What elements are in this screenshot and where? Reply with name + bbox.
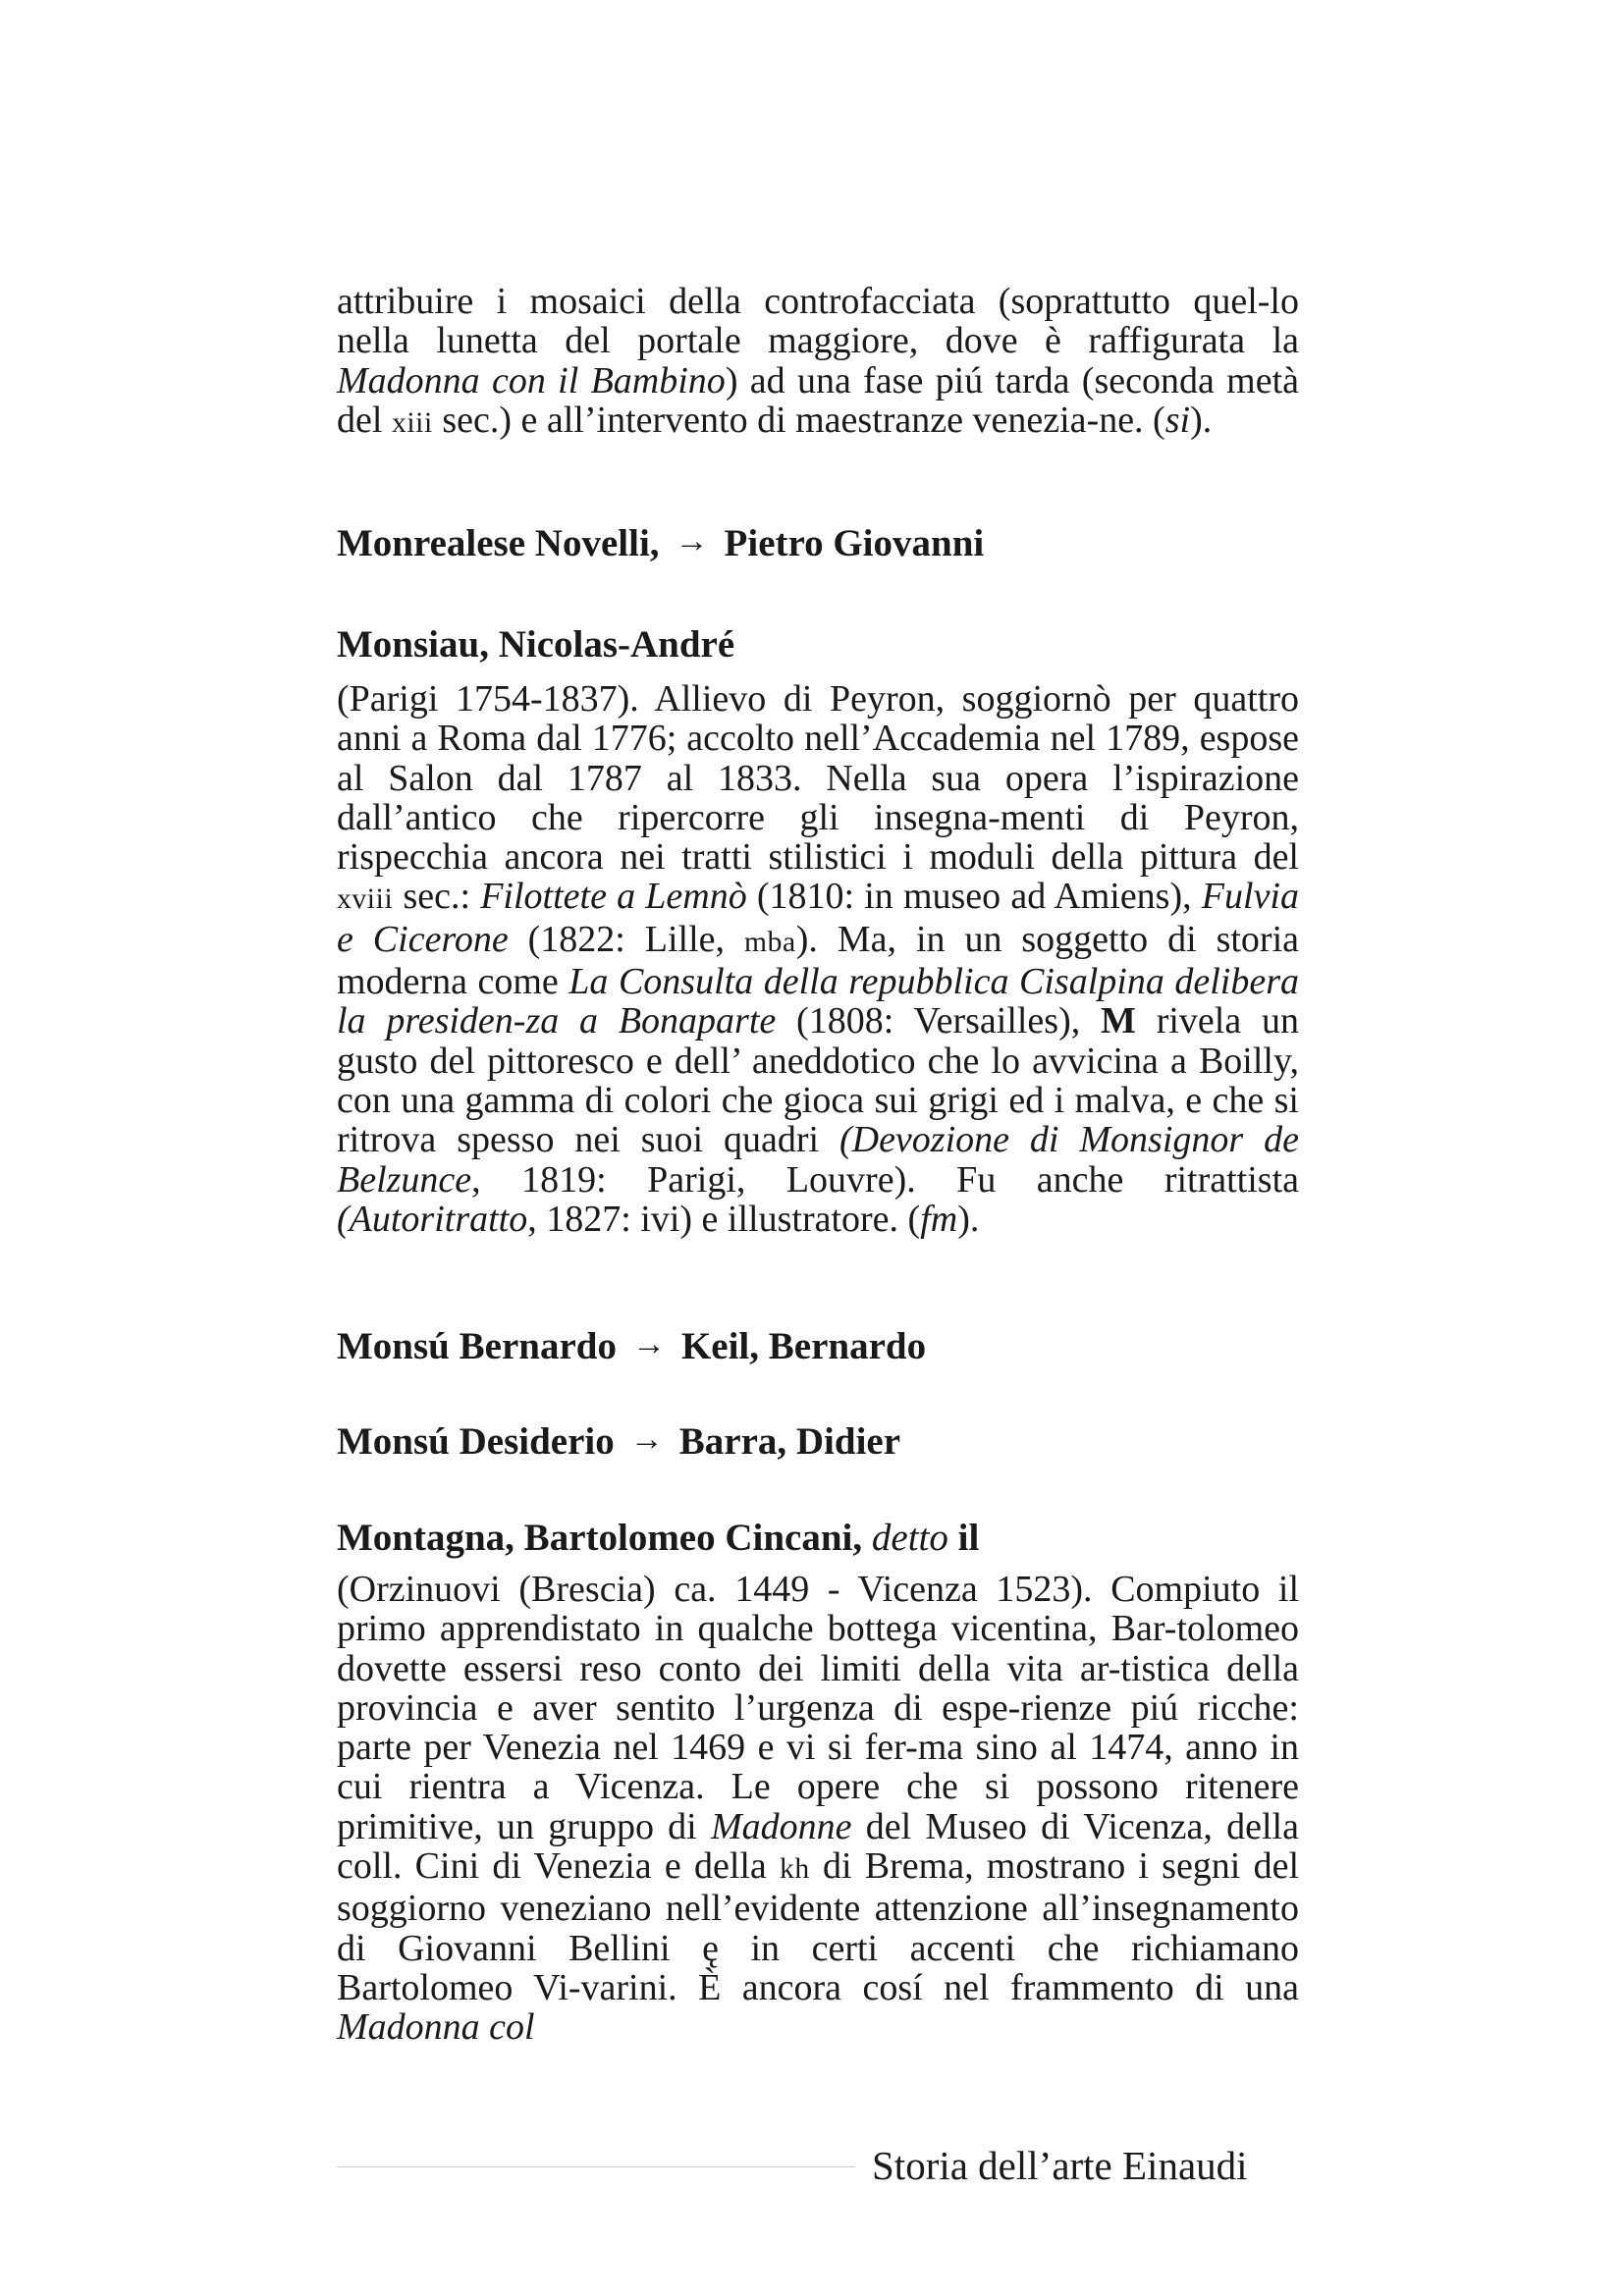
- entry-monsiau: [337, 622, 1299, 667]
- entry-heading: Monsú Bernardo → Keil, Bernardo: [337, 1325, 927, 1367]
- entry-montagna: [337, 1516, 1299, 1561]
- entry-heading: Monsiau, Nicolas-André: [337, 623, 735, 666]
- cross-reference-arrow-icon: →: [629, 1421, 664, 1458]
- footer-title: Storia dell’arte Einaudi: [872, 2143, 1248, 2188]
- cross-reference-arrow-icon: →: [631, 1326, 666, 1362]
- entry-monsu-bernardo: [337, 1324, 1299, 1371]
- entry-monrealese-novelli: [337, 521, 1299, 568]
- paragraph: (Orzinuovi (Brescia) ca. 1449 - Vicenza 1523). Compiuto il primo apprendistato in qualche bottega vicentina, Bar-tolomeo dovette essersi reso conto dei limiti della vita ar-tistica della provincia e aver sentito l’urgenza di espe-rienze piú ricche: parte per Venezia nel 1469 e vi si fer-ma sino al 1474, anno in cui rientra a Vicenza. Le opere che si possono ritenere primitive, un gruppo di Madonne del Museo di Vicenza, della coll. Cini di Venezia e della kh di Brema, mostrano i segni del soggiorno veneziano nell’evidente attenzione all’insegnamento di Giovanni Bellini ę in certi accenti che richiamano Bartolomeo Vi-varini. È ancora cosí nel frammento di una Madonna col: [337, 1569, 1299, 2049]
- entry-heading: Montagna, Bartolomeo Cincani, detto il: [337, 1517, 980, 1559]
- paragraph: (Parigi 1754-1837). Allievo di Peyron, soggiornò per quattro anni a Roma dal 1776; accolto nell’Accademia nel 1789, espose al Salon dal 1787 al 1833. Nella sua opera l’ispirazione dall’antico che ripercorre gli insegna-menti di Peyron, rispecchia ancora nei tratti stilistici i moduli della pittura del xviii sec.: Filottete a Lemnò (1810: in museo ad Amiens), Fulvia e Cicerone (1822: Lille, mba). Ma, in un soggetto di storia moderna come La Consulta della repubblica Cisalpina delibera la presiden-za a Bonaparte (1808: Versailles), M rivela un gusto del pittoresco e dell’ aneddotico che lo avvicina a Boilly, con una gamma di colori che gioca sui grigi ed i malva, e che si ritrova spesso nei suoi quadri (Devozione di Monsignor de Belzunce, 1819: Parigi, Louvre). Fu anche ritrattista (Autoritratto, 1827: ivi) e illustratore. (fm).: [337, 678, 1299, 1240]
- cross-reference-link[interactable]: Barra, Didier: [678, 1420, 901, 1463]
- paragraph: attribuire i mosaici della controfacciata (soprattutto quel-lo nella lunetta del portale maggiore, dove è raffigurata la Madonna con il Bambino) ad una fase piú tarda (seconda metà del xiii sec.) e all’intervento di maestranze venezia-ne. (si).: [337, 281, 1299, 441]
- entry-monsu-desiderio: [337, 1419, 1299, 1467]
- entry-heading: Monrealese Novelli, → Pietro Giovanni: [337, 522, 985, 564]
- entry-monsiau-body: [337, 679, 1299, 1239]
- entry-heading: Monsú Desiderio → Barra, Didier: [337, 1420, 901, 1463]
- entry-montagna-body: [337, 1570, 1299, 2048]
- prev-entry-tail: [337, 282, 1299, 443]
- cross-reference-link[interactable]: Keil, Bernardo: [680, 1325, 927, 1367]
- footer-rule: [337, 2166, 855, 2167]
- cross-reference-link[interactable]: Pietro Giovanni: [724, 522, 985, 564]
- cross-reference-arrow-icon: →: [675, 523, 709, 560]
